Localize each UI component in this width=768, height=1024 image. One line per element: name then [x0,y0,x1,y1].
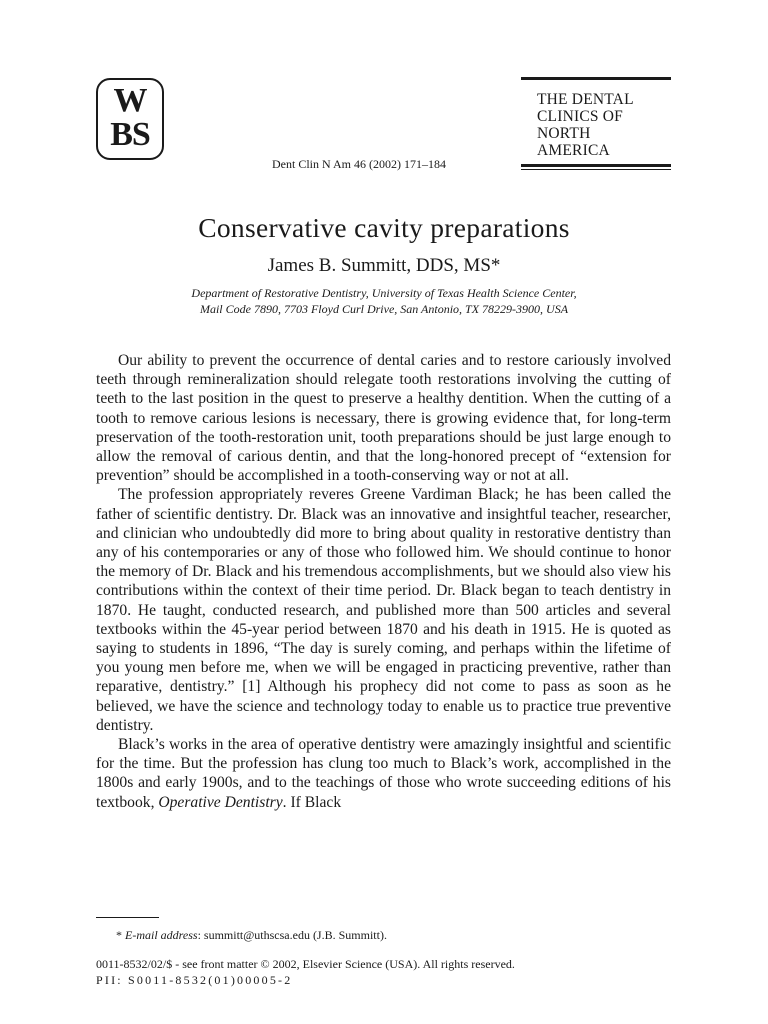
masthead-bottom-thin-rule [521,169,671,170]
journal-name-line-2: CLINICS OF [537,108,623,125]
footnote-rule [96,917,159,918]
journal-name [521,80,671,161]
pii-line: PII: S0011-8532(01)00005-2 [96,973,293,987]
footnote [116,928,387,943]
journal-name-line-4: AMERICA [537,142,610,159]
journal-name-line-1: THE DENTAL [537,91,634,108]
paragraph-3-text-end: . If Black [282,793,342,811]
textbook-title: Operative Dentistry [158,793,283,811]
footnote-label: E-mail address [125,928,198,942]
footnote-email: : summitt@uthscsa.edu (J.B. Summitt). [197,928,387,942]
author-affiliation [0,286,768,317]
logo-text-w: W [113,82,147,119]
body-paragraph-1: Our ability to prevent the occurrence of dental caries and to restore cariously involved teeth through remineralization should relegate tooth restorations involving the cutting of teeth to the last position in the quest to preserve a healthy dentition. When the cutting of a tooth to remove carious lesions is necessary, there is growing evidence that, for long-term preservation of the tooth-restoration unit, tooth preparations should be just large enough to allow the removal of carious dentin, and that the long-honored precept of “extension for prevention” should be accomplished in a tooth-conserving way or not at all. [96,352,671,485]
body-paragraph-3 [96,735,671,812]
article-title: Conservative cavity preparations [198,212,570,243]
affiliation-line-1: Department of Restorative Dentistry, University of Texas Health Science Center, [191,286,577,300]
copyright-block [96,956,515,988]
citation-line: Dent Clin N Am 46 (2002) 171–184 [272,157,446,171]
paragraph-3-text-start: Black’s works in the area of operative dentistry were amazingly insightful and scientific for the time. But the profession has clung too much to Black’s work, accomplished in the 1800s and early 1900s, and to the teachings of those who wrote succeeding editions of his textbook, [96,736,671,811]
publisher-logo [96,78,164,160]
logo-text-bs: BS [110,116,150,153]
article-body [96,351,671,812]
body-paragraph-2: The profession appropriately reveres Greene Vardiman Black; he has been called the father of scientific dentistry. Dr. Black was an innovative and insightful teacher, researcher, and clinician who undoubtedly did more to bring about quality in restorative dentistry than any of his contemporaries or any of those who followed him. We should continue to honor the memory of Dr. Black and his tremendous accomplishments, but we should also view his contributions within the context of their time period. Dr. Black began to teach dentistry in 1870. He taught, conducted research, and published more than 500 articles and several textbooks within the 45-year period between 1870 and his death in 1915. He is quoted as saying to students in 1896, “The day is surely coming, and perhaps within the lifetime of you young men before me, when we will be engaged in practicing preventive, rather than reparative, dentistry.” [1] Although his prophecy did not come to pass as soon as he believed, we have the science and technology today to enable us to practice true preventive dentistry. [96,486,671,734]
footnote-marker: * [116,928,122,942]
journal-masthead [521,77,671,170]
masthead-bottom-rule [521,164,671,167]
copyright-line: 0011-8532/02/$ - see front matter © 2002, Elsevier Science (USA). All rights reserved. [96,957,515,971]
author-line: James B. Summitt, DDS, MS* [267,255,501,276]
affiliation-line-2: Mail Code 7890, 7703 Floyd Curl Drive, San Antonio, TX 78229-3900, USA [199,301,569,316]
journal-name-line-3: NORTH [537,125,591,142]
